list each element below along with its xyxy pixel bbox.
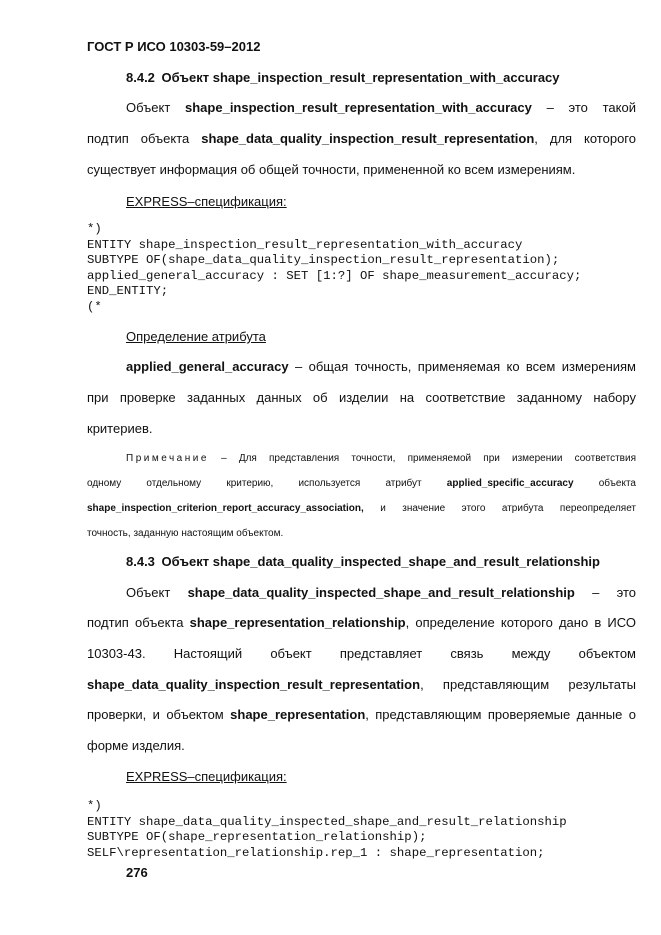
attribute-name: applied_general_accuracy (126, 359, 289, 374)
paragraph-line: форме изделия. (87, 738, 185, 753)
section-number: 8.4.2 (126, 70, 155, 85)
text: , определение которого дано в ИСО (405, 615, 636, 630)
section-title: Объект shape_inspection_result_representation_with_accuracy (161, 70, 560, 85)
text: , для которого (534, 131, 636, 146)
text: одному отдельному критерию, используется атрибут (87, 478, 422, 489)
note-line (87, 478, 636, 490)
text: объекта (598, 478, 636, 489)
paragraph-line (87, 131, 636, 147)
attribute-name: applied_specific_accuracy (446, 478, 574, 489)
express-code-block: *) ENTITY shape_inspection_result_representation_with_accuracy SUBTYPE OF(shape_data_quality_inspection_result_representation); applied_general_accuracy : SET [1:?] OF shape_measurement_accuracy; END_ENTITY; (* (87, 222, 582, 314)
express-spec-label: EXPRESS–спецификация: (126, 769, 287, 784)
entity-name: shape_data_quality_inspection_result_representation (87, 677, 421, 692)
text: – Для представления точности, применяемой при измерении соответствия (221, 453, 636, 464)
text: – это такой (546, 100, 636, 115)
paragraph-line (87, 707, 636, 723)
text: , представляющим проверяемые данные о (365, 707, 636, 722)
section-heading-8-4-3 (126, 554, 600, 569)
paragraph-line (126, 100, 636, 116)
express-spec-label: EXPRESS–спецификация: (126, 194, 287, 209)
section-number: 8.4.3 (126, 554, 155, 569)
express-code-block: *) ENTITY shape_data_quality_inspected_shape_and_result_relationship SUBTYPE OF(shape_representation_relationship); SELF\representation_relationship.rep_1 : shape_representation; (87, 799, 567, 860)
paragraph-line: существует информация об общей точности, примененной ко всем измерениям. (87, 162, 576, 177)
section-heading-8-4-2 (126, 70, 560, 85)
paragraph-line (126, 359, 636, 375)
paragraph-line (126, 585, 636, 601)
paragraph-line: критериев. (87, 421, 153, 436)
note-line (87, 503, 636, 515)
paragraph-line: при проверке заданных данных об изделии на соответствие заданному набору (87, 390, 636, 405)
note-label: Примечание (126, 453, 209, 464)
text: Объект (126, 585, 171, 600)
text: , представляющим результаты (420, 677, 636, 692)
text: проверки, и объектом (87, 707, 224, 722)
note-line (126, 453, 636, 465)
text: Объект (126, 100, 171, 115)
paragraph-line: 10303-43. Настоящий объект представляет связь между объектом (87, 646, 636, 661)
entity-name: shape_representation_relationship (189, 615, 406, 630)
paragraph-line (87, 677, 636, 693)
page-number: 276 (126, 865, 148, 880)
entity-name: shape_representation (230, 707, 366, 722)
entity-name: shape_data_quality_inspected_shape_and_result_relationship (187, 585, 575, 600)
entity-name: shape_data_quality_inspection_result_representation (201, 131, 535, 146)
text: подтип объекта (87, 615, 184, 630)
text: – общая точность, применяемая ко всем измерениям (294, 359, 636, 374)
attribute-definition-label: Определение атрибута (126, 329, 266, 344)
entity-name: shape_inspection_criterion_report_accuracy_association, (87, 503, 364, 514)
note-line: точность, заданную настоящим объектом. (87, 528, 284, 539)
document-header: ГОСТ Р ИСО 10303-59–2012 (87, 39, 261, 54)
text: – это (592, 585, 636, 600)
text: подтип объекта (87, 131, 190, 146)
text: и значение этого атрибута переопределяет (380, 503, 637, 514)
section-title: Объект shape_data_quality_inspected_shape_and_result_relationship (161, 554, 600, 569)
paragraph-line (87, 615, 636, 631)
entity-name: shape_inspection_result_representation_with_accuracy (185, 100, 532, 115)
